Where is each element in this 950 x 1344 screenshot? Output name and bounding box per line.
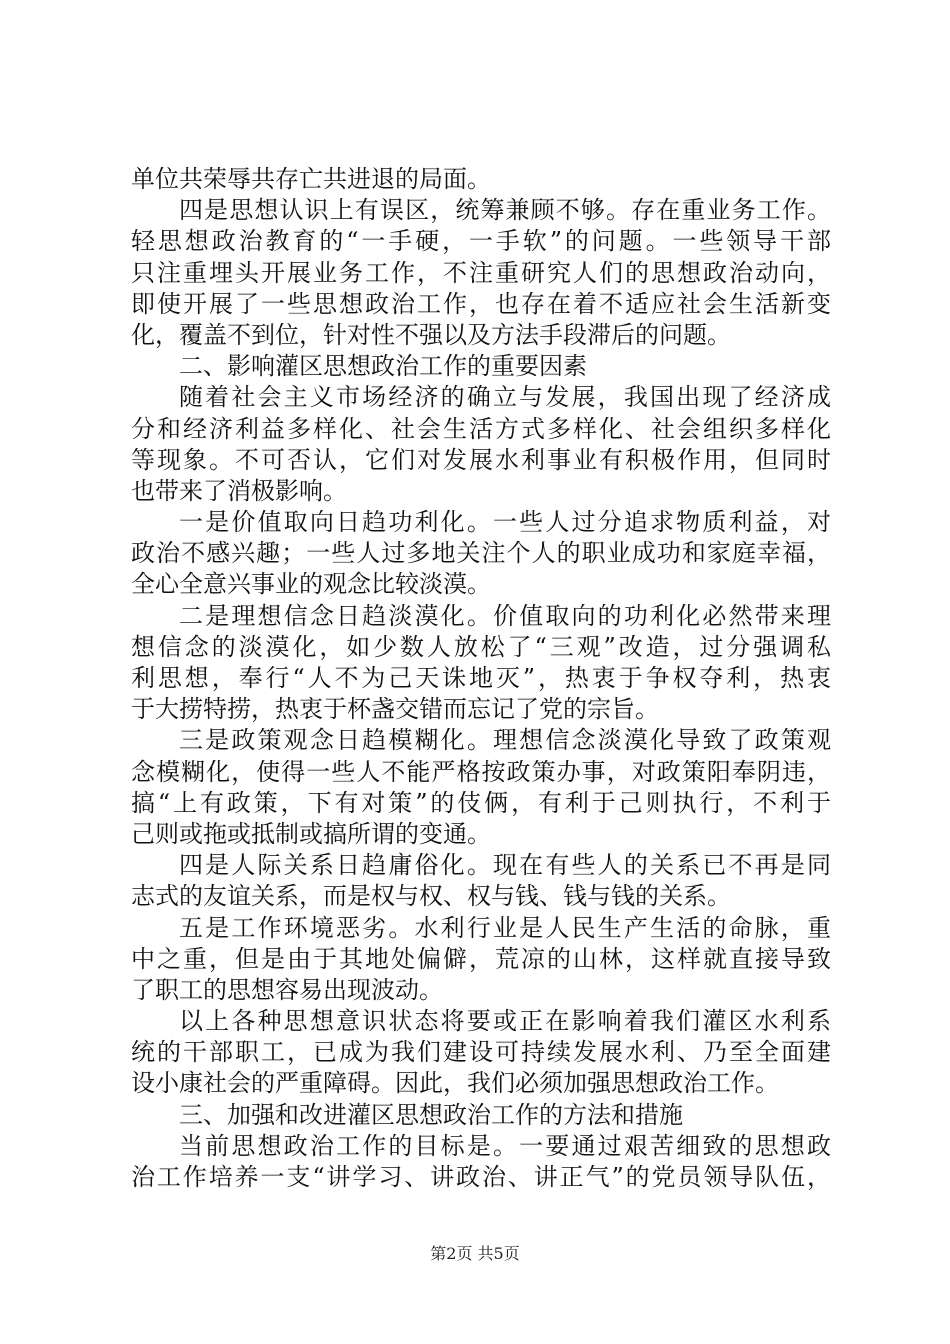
text-line: 搞“上有政策，下有对策”的伎俩，有利于己则执行，不利于 (131, 788, 831, 817)
text-line: 了职工的思想容易出现波动。 (131, 975, 443, 1004)
text-line: 一是价值取向日趋功利化。一些人过分追求物质利益，对 (179, 508, 831, 537)
page-number-label: 第2页 共5页 (430, 1244, 520, 1263)
text-line: 全心全意兴事业的观念比较淡漠。 (131, 570, 491, 599)
text-line: 利思想，奉行“人不为己天诛地灭”，热衷于争权夺利，热衷 (131, 664, 831, 692)
text-line: 二是理想信念日趋淡漠化。价值取向的功利化必然带来理 (179, 601, 831, 630)
text-line: 轻思想政治教育的“一手硬，一手软”的问题。一些领导干部 (131, 227, 831, 256)
text-line: 三是政策观念日趋模糊化。理想信念淡漠化导致了政策观 (179, 726, 831, 755)
text-line: 设小康社会的严重障碍。因此，我们必须加强思想政治工作。 (131, 1069, 779, 1098)
text-line: 想信念的淡漠化，如少数人放松了“三观”改造，过分强调私 (131, 632, 831, 661)
page-footer (0, 1244, 950, 1264)
text-line: 化，覆盖不到位，针对性不强以及方法手段滞后的问题。 (131, 320, 731, 349)
text-line: 当前思想政治工作的目标是。一要通过艰苦细致的思想政 (179, 1131, 831, 1160)
text-line: 二、影响灌区思想政治工作的重要因素 (179, 352, 587, 381)
text-line: 己则或拖或抵制或搞所谓的变通。 (131, 819, 491, 848)
text-line: 也带来了消极影响。 (131, 476, 347, 505)
text-line: 即使开展了一些思想政治工作，也存在着不适应社会生活新变 (131, 289, 831, 318)
text-line: 分和经济利益多样化、社会生活方式多样化、社会组织多样化 (131, 414, 831, 443)
text-line: 以上各种思想意识状态将要或正在影响着我们灌区水利系 (179, 1007, 831, 1036)
text-line: 治工作培养一支“讲学习、讲政治、讲正气”的党员领导队伍， (131, 1163, 831, 1191)
text-line: 四是人际关系日趋庸俗化。现在有些人的关系已不再是同 (179, 851, 831, 880)
text-line: 志式的友谊关系，而是权与权、权与钱、钱与钱的关系。 (131, 882, 731, 911)
text-line: 于大捞特捞，热衷于杯盏交错而忘记了党的宗旨。 (131, 695, 659, 724)
text-line: 三、加强和改进灌区思想政治工作的方法和措施 (179, 1100, 683, 1129)
text-line: 统的干部职工，已成为我们建设可持续发展水利、乃至全面建 (131, 1038, 831, 1067)
text-line: 四是思想认识上有误区，统筹兼顾不够。存在重业务工作。 (179, 196, 831, 225)
text-line: 五是工作环境恶劣。水利行业是人民生产生活的命脉，重 (179, 913, 831, 942)
text-line: 政治不感兴趣；一些人过多地关注个人的职业成功和家庭幸福， (131, 539, 831, 568)
document-body (131, 164, 831, 1193)
text-line: 只注重埋头开展业务工作，不注重研究人们的思想政治动向， (131, 258, 831, 287)
text-line: 中之重，但是由于其地处偏僻，荒凉的山林，这样就直接导致 (131, 944, 831, 973)
text-line: 随着社会主义市场经济的确立与发展，我国出现了经济成 (179, 383, 831, 412)
text-line: 念模糊化，使得一些人不能严格按政策办事，对政策阳奉阴违， (131, 757, 831, 786)
text-line: 等现象。不可否认，它们对发展水利事业有积极作用，但同时 (131, 445, 831, 474)
text-line: 单位共荣辱共存亡共进退的局面。 (131, 165, 491, 193)
